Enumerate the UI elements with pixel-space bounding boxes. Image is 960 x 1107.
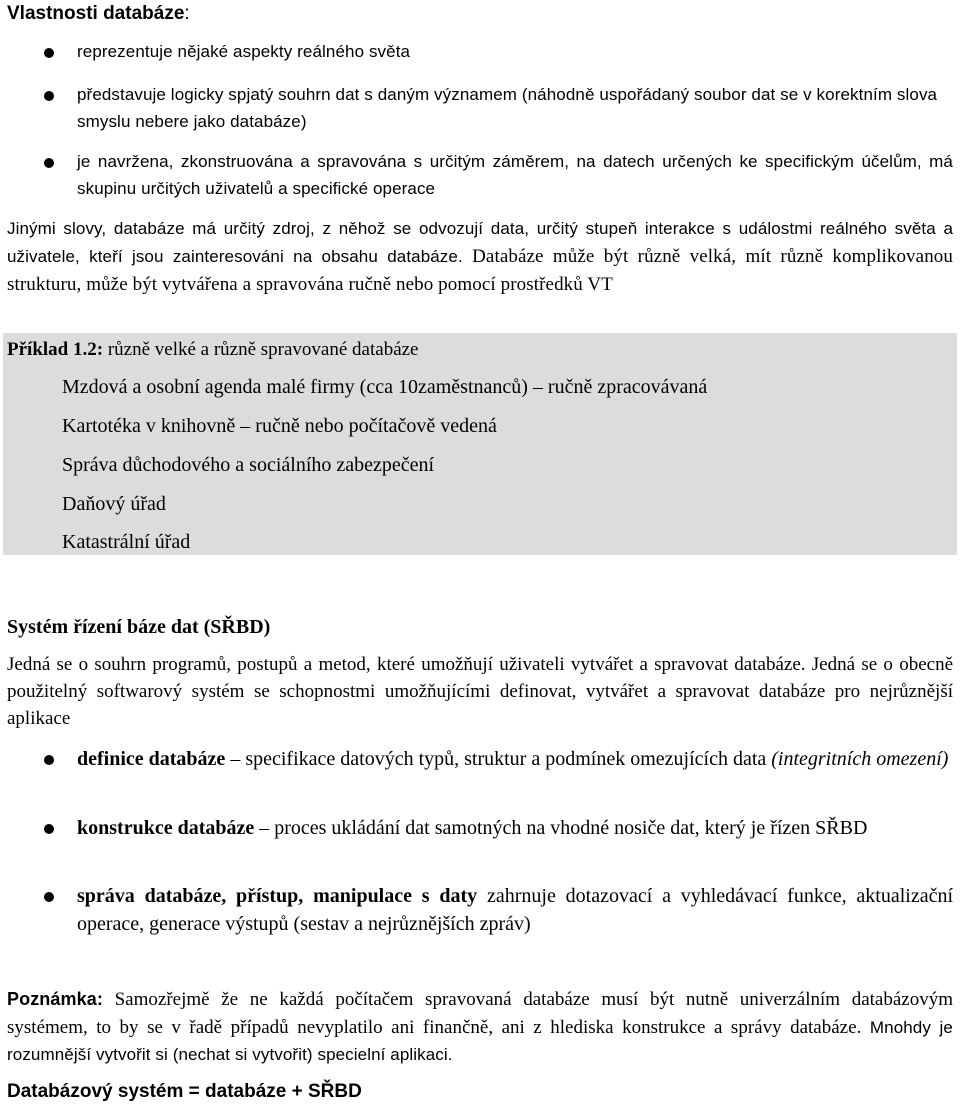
function-desc: zahrnuje dotazovací a vyhledávací funkce, aktualizační operace, generace výstupů (sestav a nejrůznějších zpráv): [77, 885, 954, 935]
example-item: Kartotéka v knihovně – ručně nebo počítačově vedená: [62, 415, 497, 437]
heading-colon: :: [184, 3, 190, 24]
bullet-icon: [44, 48, 54, 58]
bullet-icon: [44, 755, 54, 765]
function-desc: – specifikace datových typů, struktur a podmínek omezujících data: [225, 748, 772, 770]
function-italic: (integritních omezení): [771, 748, 949, 770]
dbms-paragraph-part2: Jedná se o obecně použitelný softwarový systém se schopnostmi umožňujícími definovat, vytvářet a spravovat databáze pro nejrůznější aplikace: [7, 654, 953, 729]
example-box: [3, 333, 957, 555]
note-label: Poznámka:: [7, 989, 103, 1009]
example-item: Daňový úřad: [62, 493, 166, 515]
note-part2: Mnohdy je rozumnější vytvořit si (nechat si vytvořit) specielní aplikaci.: [7, 1017, 953, 1064]
function-term: konstrukce databáze: [77, 817, 255, 839]
property-text: představuje logicky spjatý souhrn dat s daným významem (náhodně uspořádaný soubor dat se v korektním slova smyslu nebere jako databáze): [77, 85, 938, 131]
function-desc: – proces ukládání dat samotných na vhodné nosiče dat, který je řízen SŘBD: [254, 817, 868, 839]
example-text: různě velké a různě spravované databáze: [103, 339, 419, 360]
function-text: [77, 814, 953, 842]
final-formula: Databázový systém = databáze + SŘBD: [7, 1081, 362, 1102]
function-text: [77, 882, 953, 938]
note-part1: Samozřejmě že ne každá počítačem spravovaná databáze musí být nutně univerzálním databázovým systémem, to by se v řadě případů nevyplatilo ani finančně, ani z hlediska konstrukce a správy databáze.: [7, 989, 953, 1038]
example-title: [7, 337, 419, 363]
property-text: reprezentuje nějaké aspekty reálného světa: [77, 42, 411, 61]
example-item: Mzdová a osobní agenda malé firmy (cca 10zaměstnanců) – ručně zpracovávaná: [62, 376, 708, 398]
bullet-icon: [44, 824, 54, 834]
dbms-paragraph-part1: Jedná se o souhrn programů, postupů a metod, které umožňují uživateli vytvářet a spravovat databáze.: [7, 654, 806, 675]
example-item: Správa důchodového a sociálního zabezpečení: [62, 454, 435, 476]
paragraph-other-words: [7, 215, 953, 299]
paragraph-sans-part: Jinými slovy, databáze má určitý zdroj, z něhož se odvozují data, určitý stupeň interakce s událostmi reálného světa a uživatele, kteří jsou zainteresováni na obsahu databáze.: [7, 219, 953, 266]
bullet-icon: [44, 91, 54, 101]
function-text: [77, 745, 953, 773]
bullet-icon: [44, 892, 54, 902]
function-term: definice databáze: [77, 748, 226, 770]
bullet-icon: [44, 158, 54, 168]
function-term: správa databáze, přístup, manipulace s daty: [77, 885, 478, 907]
example-item: Katastrální úřad: [62, 531, 191, 553]
example-label: Příklad 1.2:: [7, 339, 104, 360]
dbms-title: Systém řízení báze dat (SŘBD): [7, 616, 271, 638]
dbms-paragraph: [7, 651, 953, 732]
heading-text: Vlastnosti databáze: [7, 3, 185, 24]
note-paragraph: [7, 986, 953, 1069]
heading: [7, 0, 953, 28]
property-text: je navržena, zkonstruována a spravována s určitým záměrem, na datech určených ke specifickým účelům, má skupinu určitých uživatelů a specifické operace: [77, 152, 953, 198]
paragraph-serif-part: Databáze může být různě velká, mít různě komplikovanou strukturu, může být vytvářena a spravována ručně nebo pomocí prostředků VT: [7, 245, 953, 295]
